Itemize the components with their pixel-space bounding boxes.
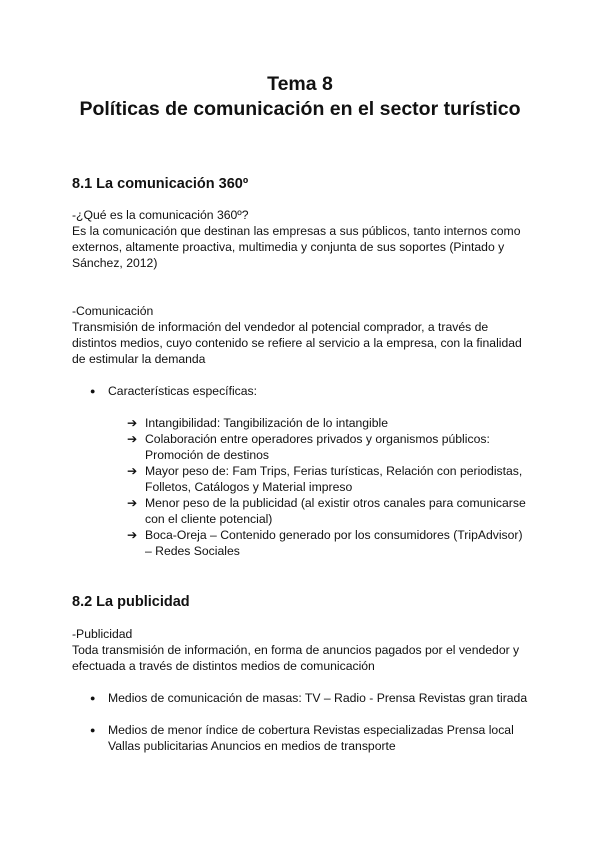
bullet-text: Vallas publicitarias Anuncios en medios de transporte [108,739,396,753]
title-line-1: Tema 8 [267,73,333,95]
section-heading-8-1: 8.1 La comunicación 360º [72,176,249,192]
arrow-right-icon: ➔ [127,528,138,542]
paragraph-publicidad [72,626,532,674]
bullet-icon: ● [90,386,96,396]
arrow-item-text: – Redes Sociales [145,544,240,558]
paragraph-label: -¿Qué es la comunicación 360º? [72,208,249,222]
arrow-item-text: Colaboración entre operadores privados y organismos públicos: [145,432,490,446]
bullet-icon: ● [90,725,96,735]
bullet-icon: ● [90,693,96,703]
arrow-item-text: Boca-Oreja – Contenido generado por los consumidores (TripAdvisor) [145,528,523,542]
arrow-item-text: Menor peso de la publicidad (al existir otros canales para comunicarse [145,496,526,510]
paragraph-question [72,207,532,271]
paragraph-line: Transmisión de información del vendedor al potencial comprador, a través de [72,320,489,334]
section-heading-8-2: 8.2 La publicidad [72,594,190,610]
paragraph-label: -Publicidad [72,627,133,641]
bullet-text: Medios de menor índice de cobertura Revistas especializadas Prensa local [108,723,514,737]
paragraph-line: Sánchez, 2012) [72,256,158,270]
arrow-item-text: con el cliente potencial) [145,512,273,526]
paragraph-line: externos, altamente proactiva, multimedia y conjunta de sus soportes (Pintado y [72,240,505,254]
bullet-text: Características específicas: [108,384,258,398]
bullet-text: Medios de comunicación de masas: TV – Radio - Prensa Revistas gran tirada [108,691,528,705]
paragraph-comunicacion [72,303,532,367]
arrow-right-icon: ➔ [127,432,138,446]
arrow-right-icon: ➔ [127,464,138,478]
title-line-2: Políticas de comunicación en el sector turístico [79,98,521,120]
paragraph-line: Toda transmisión de información, en forma de anuncios pagados por el vendedor y [72,643,520,657]
arrow-item-text: Mayor peso de: Fam Trips, Ferias turísticas, Relación con periodistas, [145,464,523,478]
paragraph-line: de estimular la demanda [72,352,206,366]
arrow-item-text: Promoción de destinos [145,448,269,462]
arrow-right-icon: ➔ [127,416,138,430]
arrow-right-icon: ➔ [127,496,138,510]
arrow-item-text: Folletos, Catálogos y Material impreso [145,480,353,494]
paragraph-line: Es la comunicación que destinan las empresas a sus públicos, tanto internos como [72,224,521,238]
paragraph-line: efectuada a través de distintos medios de comunicación [72,659,375,673]
arrow-item-text: Intangibilidad: Tangibilización de lo intangible [145,416,389,430]
paragraph-label: -Comunicación [72,304,154,318]
paragraph-line: distintos medios, cuyo contenido se refiere al servicio a la empresa, con la finalidad [72,336,522,350]
document-title [0,72,600,122]
